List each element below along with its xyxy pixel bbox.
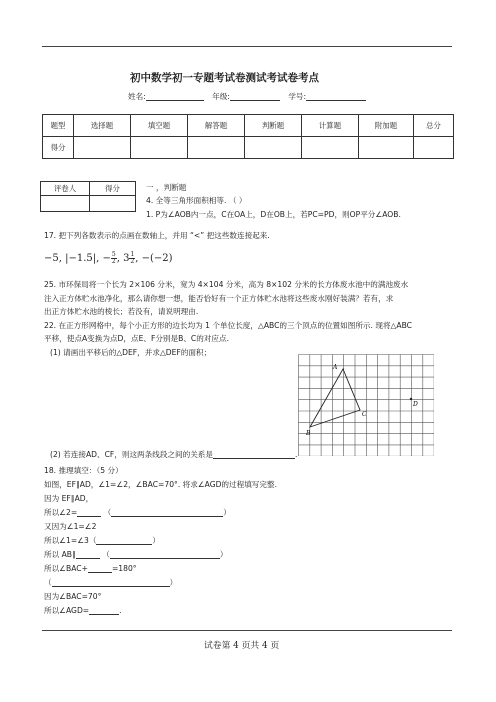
point-d-marker	[410, 398, 412, 400]
score-cell[interactable]	[74, 137, 131, 159]
q17-num-neg-sign: −	[102, 253, 111, 264]
score-header-judge: 判断题	[245, 115, 302, 137]
label-b: B	[306, 430, 311, 437]
q18-line-5: 所以 AB∥ （ ）	[44, 550, 228, 559]
question-18-heading: 18. 推理填空：（5 分）	[44, 466, 123, 475]
q17-num-neg-neg2: −(−2)	[141, 253, 173, 264]
q18-line-8: 因为∠BAC=70°	[44, 592, 102, 601]
top-rule	[42, 46, 452, 47]
q18-blank-reason4[interactable]	[52, 578, 170, 587]
q17-mixed-fraction: $\frac{1}{2}$	[130, 251, 135, 265]
name-label: 姓名:	[128, 92, 146, 101]
q17-num-neg5: −5	[44, 253, 59, 264]
score-cell[interactable]	[245, 137, 302, 159]
grader-label: 评卷人	[41, 182, 90, 196]
q18-blank-angle[interactable]	[88, 564, 112, 573]
q18-line-4: 所以∠1=∠3（ ）	[44, 536, 161, 545]
score-table	[42, 114, 454, 159]
grader-score-cell[interactable]	[90, 196, 136, 212]
q18-blank-reason3[interactable]	[110, 550, 220, 559]
id-label: 学号:	[288, 92, 307, 101]
student-info-line	[128, 92, 366, 101]
question-22-part2: (2) 若连接AD、CF，则这两条线段之间的关系是 .	[50, 450, 298, 459]
score-header-extra: 附加题	[359, 115, 414, 137]
score-header-choice: 选择题	[74, 115, 131, 137]
q18-blank-reason1[interactable]	[111, 508, 223, 517]
score-cell[interactable]	[359, 137, 414, 159]
question-22-part1: (1) 请画出平移后的△DEF，并求△DEF的面积；	[50, 348, 212, 357]
q22-answer-blank[interactable]	[213, 450, 295, 459]
grader-score-label: 得分	[90, 182, 136, 196]
score-header-type: 题型	[43, 115, 74, 137]
name-blank[interactable]	[146, 92, 204, 101]
q17-fraction: $\frac{5}{2}$	[111, 251, 116, 265]
question-1: 1. P为∠AOB内一点，C在OA上，D在OB上，若PC=PD，则OP平分∠AOB.	[146, 210, 401, 219]
triangle-abc	[310, 369, 360, 427]
question-22-line2: 平移，使点A变换为点D，点E、F分别是B、C的对应点.	[44, 334, 230, 343]
q18-line-7: （ ）	[44, 578, 178, 587]
grade-blank[interactable]	[230, 92, 280, 101]
q18-blank-result[interactable]	[89, 606, 119, 615]
score-cell[interactable]	[302, 137, 359, 159]
q18-line-2: 所以∠2= （ ）	[44, 508, 231, 517]
q18-line-1: 因为 EF∥AD，	[44, 494, 94, 503]
id-blank[interactable]	[306, 92, 366, 101]
score-cell[interactable]	[131, 137, 188, 159]
page-title: 初中数学初一专题考试卷测试考试卷考点	[130, 72, 319, 84]
question-25-line2: 注入正方体贮水池净化，那么请你想一想，能否恰好有一个正方体贮水池将这些废水刚好装满？若有，求	[44, 294, 394, 303]
score-cell[interactable]	[414, 137, 454, 159]
q22-grid-figure	[298, 354, 434, 456]
question-18-stem: 如图，EF∥AD，∠1=∠2，∠BAC=70°. 将求∠AGD的过程填写完整.	[44, 480, 278, 489]
label-d: D	[413, 401, 418, 408]
section-heading-judge: 一 ，判断题	[146, 183, 187, 192]
score-cell[interactable]	[188, 137, 245, 159]
label-a: A	[333, 364, 338, 371]
q18-line-9: 所以∠AGD= .	[44, 606, 122, 615]
question-4: 4. 全等三角形面积相等. （ ）	[146, 196, 247, 205]
question-25-line1: 25. 市环保局将一个长为 2×106 分米，宽为 4×104 分米，高为 8×102 分米的长方体废水池中的满池废水	[44, 280, 409, 289]
grader-name-cell[interactable]	[41, 196, 90, 212]
bottom-rule	[42, 630, 452, 631]
question-22-line1: 22. 在正方形网格中，每个小正方形的边长均为 1 个单位长度，△ABC的三个顶点的位置如图所示. 现将△ABC	[44, 321, 412, 330]
score-row-label: 得分	[43, 137, 74, 159]
q18-line-6: 所以∠BAC+ =180°	[44, 564, 137, 573]
label-c: C	[362, 411, 367, 418]
score-header-calc: 计算题	[302, 115, 359, 137]
score-header-answer: 解答题	[188, 115, 245, 137]
q18-blank-line[interactable]	[76, 550, 100, 559]
question-17: 17. 把下列各数表示的点画在数轴上，并用 “<” 把这些数连接起来.	[44, 231, 270, 240]
page-footer: 试卷第 4 页共 4 页	[204, 641, 280, 651]
grader-table	[40, 181, 136, 212]
q17-num-abs: |−1.5|	[65, 253, 97, 264]
q18-line-3: 又因为∠1=∠2	[44, 522, 97, 531]
grade-label: 年级:	[212, 92, 230, 101]
score-header-total: 总分	[414, 115, 454, 137]
score-header-fill: 填空题	[131, 115, 188, 137]
q17-number-list: −5, |−1.5|, − $\frac{5}{2}$ , 3 $\frac{1}{2}$ , −(−2)	[44, 251, 173, 265]
q18-blank-angle2[interactable]	[77, 508, 101, 517]
question-25-line3: 出正方体贮水池的棱长；若没有，请说明理由.	[44, 307, 199, 316]
q17-mixed-whole: 3	[123, 253, 130, 264]
q18-blank-reason2[interactable]	[96, 536, 152, 545]
